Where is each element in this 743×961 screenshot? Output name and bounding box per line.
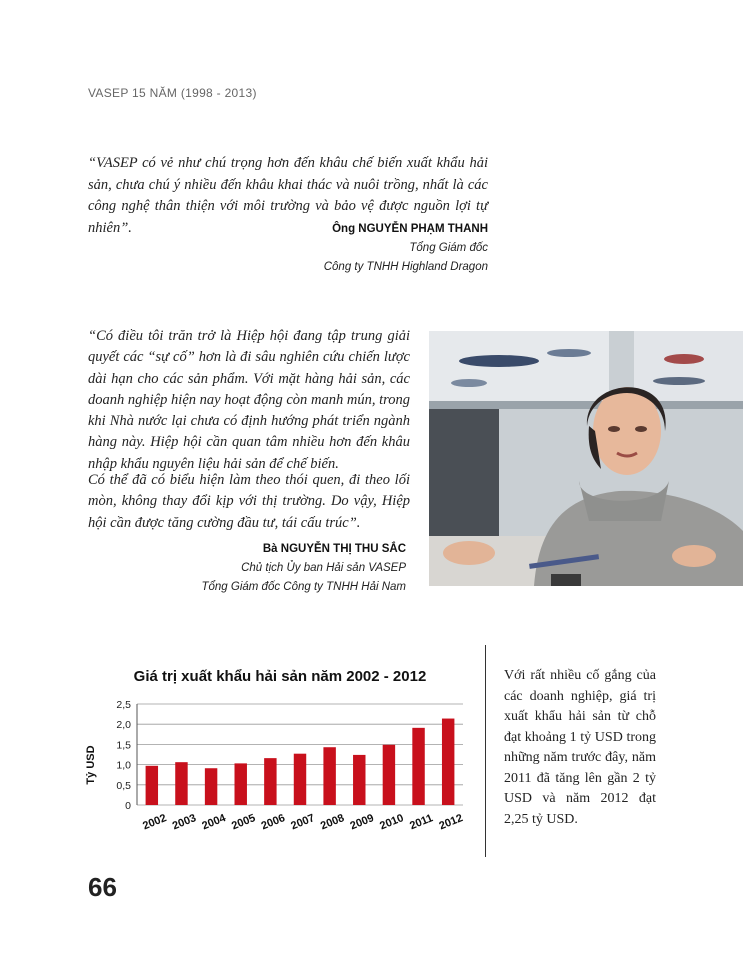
speaker-company: Tổng Giám đốc Công ty TNHH Hải Nam bbox=[201, 581, 406, 593]
x-tick-label: 2007 bbox=[289, 812, 317, 833]
page-number: 66 bbox=[88, 872, 117, 902]
bar-2004 bbox=[205, 768, 217, 805]
speaker-company: Công ty TNHH Highland Dragon bbox=[323, 261, 488, 273]
quote-hai-nam-paragraph-2: Có thể đã có biểu hiện làm theo thói quen, đi theo lối mòn, không thay đổi kịp với thị trường. Do vậy, Hiệp hội cần được tăng cường đầu tư, tái cấu trúc”. bbox=[88, 472, 410, 531]
bar-2009 bbox=[353, 755, 365, 805]
x-tick-label: 2009 bbox=[348, 812, 376, 833]
bar-2005 bbox=[235, 763, 247, 805]
side-caption: Với rất nhiều cố gắng của các doanh nghiệp, giá trị xuất khẩu hải sản từ chỗ đạt khoảng 1 tỷ USD trong những năm trước đây, năm 2011 đã tăng lên gần 2 tỷ USD và năm 2012 đạt 2,25 tỷ USD. bbox=[504, 668, 656, 827]
bar-2007 bbox=[294, 754, 306, 805]
quote-highland-dragon: “VASEP có vẻ như chú trọng hơn đến khâu chế biến xuất khẩu hải sản, chưa chú ý nhiều đến khâu khai thác và nuôi trồng, nhất là các công nghệ thân thiện với môi trường và bảo vệ được nguồn lợi tự nhiên”. bbox=[88, 155, 488, 236]
chart-title: Giá trị xuất khẩu hải sản năm 2002 - 2012 bbox=[133, 668, 427, 685]
speaker-role: Tổng Giám đốc bbox=[409, 242, 488, 254]
bar-2008 bbox=[323, 747, 335, 805]
bar-2002 bbox=[146, 766, 158, 805]
x-tick-label: 2004 bbox=[200, 812, 228, 833]
y-tick-label: 1,5 bbox=[116, 739, 131, 752]
y-tick-label: 2,0 bbox=[116, 719, 131, 732]
signature-block-1 bbox=[324, 220, 488, 277]
speaker-name: Bà NGUYỄN THỊ THU SẮC bbox=[262, 543, 406, 555]
x-tick-label: 2010 bbox=[378, 812, 406, 833]
bar-2006 bbox=[264, 758, 276, 805]
x-tick-label: 2011 bbox=[408, 812, 435, 833]
quote-hai-nam-paragraph-1: “Có điều tôi trăn trở là Hiệp hội đang tập trung giải quyết các “sự cố” hơn là đi sâu nghiên cứu chiến lược dài hạn cho các sản phẩm. Với mặt hàng hải sản, các doanh nghiệp hiện nay hoạt động còn manh mún, trong khi Nhà nước lại chưa có định hướng phát triển ngành hàng này. Hiệp hội cần quan tâm nhiều hơn đến khâu nhập khẩu nguyên liệu hải sản để chế biến. bbox=[88, 328, 410, 472]
export-value-bar-chart bbox=[80, 660, 480, 850]
speaker-role: Chủ tịch Ủy ban Hải sản VASEP bbox=[241, 562, 406, 574]
portrait-photo bbox=[429, 331, 743, 586]
signature-block-2 bbox=[201, 540, 406, 597]
x-tick-label: 2002 bbox=[141, 812, 169, 833]
running-header: VASEP 15 NĂM (1998 - 2013) bbox=[88, 86, 257, 100]
y-tick-label: 2,5 bbox=[116, 699, 131, 711]
y-axis-label: Tỷ USD bbox=[85, 745, 97, 785]
bar-2003 bbox=[175, 762, 187, 805]
speaker-name: Ông NGUYỄN PHẠM THANH bbox=[332, 223, 488, 235]
column-divider bbox=[485, 645, 486, 857]
portrait-illustration bbox=[429, 331, 743, 586]
x-tick-label: 2005 bbox=[230, 812, 258, 833]
y-tick-label: 1,0 bbox=[116, 759, 131, 772]
x-tick-label: 2006 bbox=[259, 812, 287, 833]
y-tick-label: 0 bbox=[125, 800, 131, 812]
x-tick-label: 2003 bbox=[170, 812, 198, 833]
x-tick-label: 2012 bbox=[437, 812, 465, 833]
bar-2010 bbox=[383, 745, 395, 805]
bar-2011 bbox=[412, 728, 424, 805]
bar-2012 bbox=[442, 719, 454, 805]
x-tick-label: 2008 bbox=[318, 812, 347, 833]
y-tick-label: 0,5 bbox=[116, 779, 131, 792]
